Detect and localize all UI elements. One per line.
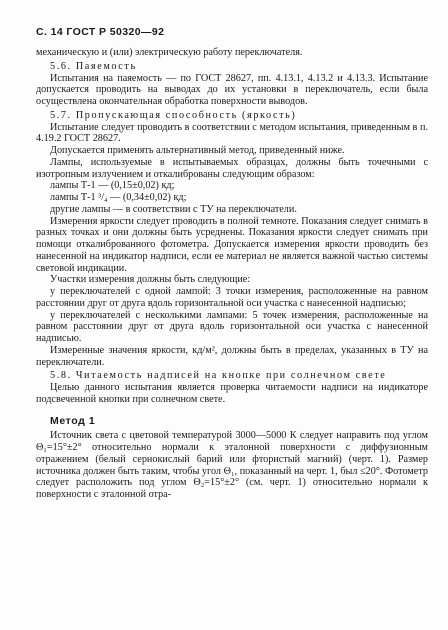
lamp-spec-line: лампы Т-1 ³/₄ — (0,34±0,02) кд; xyxy=(50,192,187,203)
paragraph: Лампы, используемые в испытываемых образцах, должны быть точечными с изотропным излучением и откалиброваны следующим образом: xyxy=(36,156,428,180)
paragraph: Источник света с цветовой температурой 3000—5000 К следует направить под углом Θ₁=15°±2° относительно нормали к эталонной поверхности с диффузионным отражением (белый сернокислый барий или фтористый магний) (черт. 1). Размер источника должен быть таким, чтобы угол Θ₁, показанный на черт. 1, был ≤20°. Фотометр следует расположить под углом Θ₂=15°±2° (см. черт. 1) относительно нормали к поверхности с эталонной отра- xyxy=(36,430,428,500)
document-body xyxy=(36,47,428,501)
paragraph: Допускается применять альтернативный метод, приведенный ниже. xyxy=(50,145,345,156)
paragraph: Участки измерения должны быть следующие: xyxy=(50,274,251,286)
paragraph: Измерения яркости следует проводить в полной темноте. Показания следует снимать в разных точках и они должны быть усреднены. Показания яркости следует снимать при помощи откалиброванного фотометра. Допускается измерения яркости проводить без нанесенной на индикатор надписи, если ее материал не является важной частью системы световой индикации. xyxy=(36,215,428,274)
section-title-5-8: 5.8. Читаемость надписей на кнопке при солнечном свете xyxy=(50,370,387,382)
paragraph: Испытания на паяемость — по ГОСТ 28627, пп. 4.13.1, 4.13.2 и 4.13.3. Испытание допускается проводить на выводах до их установки в переключатель, если была осуществлена окончательная обработка поверхности выводов. xyxy=(36,72,428,107)
paragraph: у переключателей с одной лампой: 3 точки измерения, расположенные на равном расстоянии друг от друга вдоль горизонтальной оси участка с нанесенной надписью; xyxy=(36,286,428,309)
section-title-5-6: 5.6. Паяемость xyxy=(50,60,137,72)
paragraph: Измеренные значения яркости, кд/м², должны быть в пределах, указанных в ТУ на переключатели. xyxy=(36,344,428,368)
paragraph: у переключателей с несколькими лампами: 5 точек измерения, расположенные на равном расстоянии друг от друга вдоль горизонтальной оси участка с нанесенной надписью. xyxy=(36,309,428,344)
paragraph: Целью данного испытания является проверка читаемости надписи на индикаторе подсвеченной кнопки при солнечном свете. xyxy=(36,382,428,405)
paragraph: Испытание следует проводить в соответствии с методом испытания, приведенным в п. 4.19.2 ГОСТ 28627. xyxy=(36,121,428,145)
paragraph: механическую и (или) электрическую работу переключателя. xyxy=(36,47,303,58)
method-title: Метод 1 xyxy=(50,414,96,427)
section-title-5-7: 5.7. Пропускающая способность (яркость) xyxy=(50,109,297,121)
lamp-spec-line: лампы Т-1 — (0,15±0,02) кд; xyxy=(50,180,175,192)
page-header: С. 14 ГОСТ Р 50320—92 xyxy=(36,26,165,38)
lamp-spec-line: другие лампы — в соответствии с ТУ на переключатели. xyxy=(50,203,297,215)
